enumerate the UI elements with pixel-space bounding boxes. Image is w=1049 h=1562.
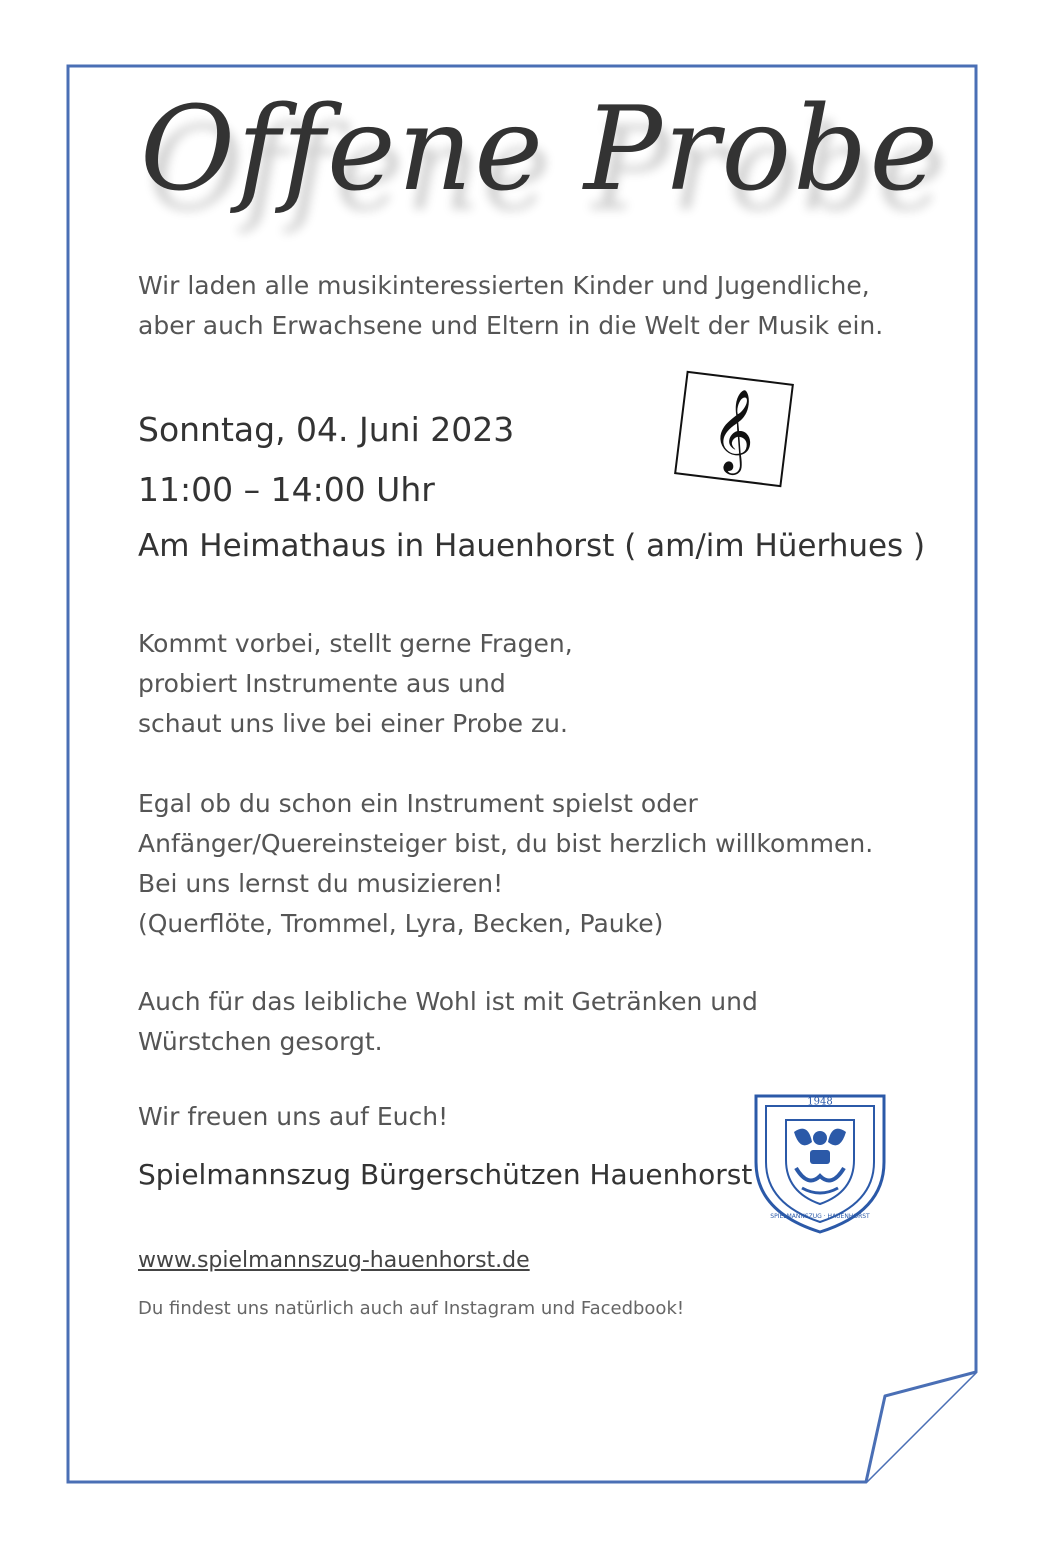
paragraph-line: Kommt vorbei, stellt gerne Fragen, bbox=[138, 629, 573, 658]
club-crest-logo bbox=[752, 1092, 888, 1236]
paragraph-line: Auch für das leibliche Wohl ist mit Getränken und bbox=[138, 987, 758, 1016]
treble-clef-icon: 𝄞 bbox=[707, 384, 761, 474]
intro-line: Wir laden alle musikinteressierten Kinder und Jugendliche, bbox=[138, 271, 870, 300]
treble-clef-card bbox=[674, 371, 794, 487]
signature: Spielmannszug Bürgerschützen Hauenhorst bbox=[138, 1158, 753, 1191]
intro-line: aber auch Erwachsene und Eltern in die Welt der Musik ein. bbox=[138, 311, 884, 340]
social-hint: Du findest uns natürlich auch auf Instagram und Facedbook! bbox=[138, 1298, 685, 1319]
paragraph-visit bbox=[138, 624, 573, 744]
paragraph-line: schaut uns live bei einer Probe zu. bbox=[138, 709, 568, 738]
paragraph-line: Anfänger/Quereinsteiger bist, du bist herzlich willkommen. bbox=[138, 829, 874, 858]
event-time: 11:00 – 14:00 Uhr bbox=[138, 470, 435, 509]
event-date: Sonntag, 04. Juni 2023 bbox=[138, 410, 515, 449]
paragraph-line: (Querflöte, Trommel, Lyra, Becken, Pauke) bbox=[138, 909, 664, 938]
paragraph-catering bbox=[138, 982, 758, 1062]
svg-text:1948: 1948 bbox=[807, 1096, 833, 1108]
svg-text:SPIELMANNSZUG · HAUENHORST: SPIELMANNSZUG · HAUENHORST bbox=[770, 1213, 870, 1220]
intro-text bbox=[138, 266, 883, 346]
greeting: Wir freuen uns auf Euch! bbox=[138, 1102, 449, 1131]
paragraph-line: Egal ob du schon ein Instrument spielst oder bbox=[138, 789, 698, 818]
website-link[interactable]: www.spielmannszug-hauenhorst.de bbox=[138, 1248, 530, 1273]
poster-title: Offene Probe bbox=[140, 82, 941, 217]
paragraph-line: probiert Instrumente aus und bbox=[138, 669, 506, 698]
event-place: Am Heimathaus in Hauenhorst ( am/im Hüerhues ) bbox=[138, 528, 926, 564]
paragraph-line: Bei uns lernst du musizieren! bbox=[138, 869, 504, 898]
paragraph-welcome bbox=[138, 784, 873, 944]
paragraph-line: Würstchen gesorgt. bbox=[138, 1027, 383, 1056]
